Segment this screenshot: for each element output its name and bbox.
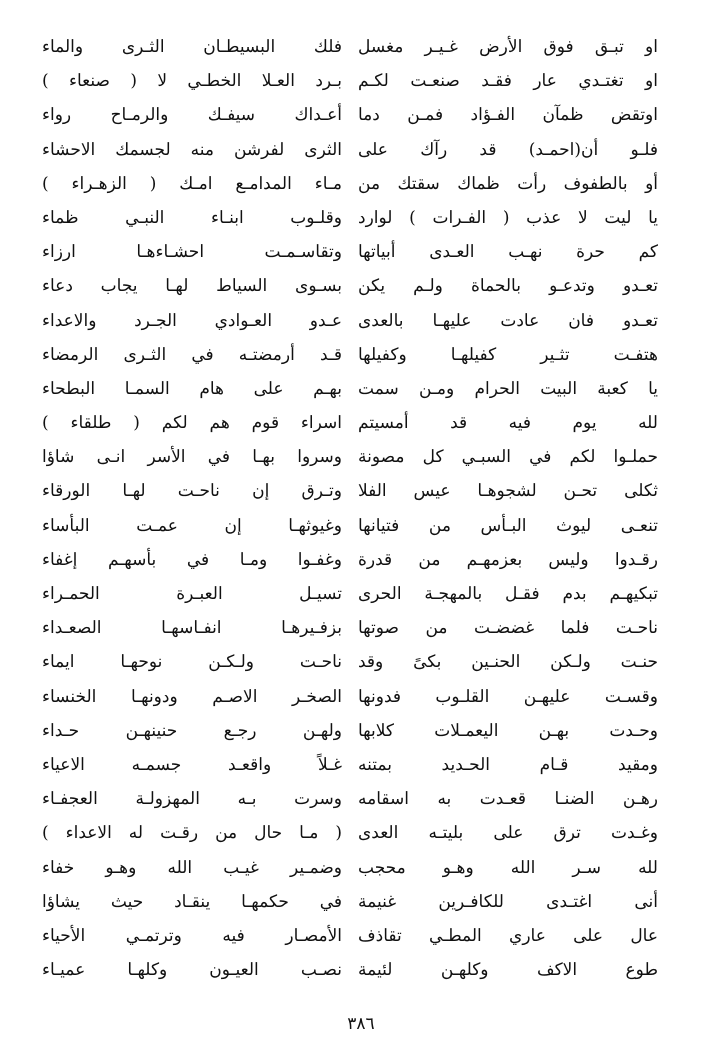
verse-line: كم حرة نهـب العـدى أبياتها xyxy=(358,242,658,263)
verse-line: وقلـوب ابنـاء النبـي ظماء xyxy=(42,207,342,228)
verse-line: وقسـت عليهـن القلـوب فدونها xyxy=(358,686,658,707)
verse-line: رهـن الضنـا قعـدت به اسقامه xyxy=(358,789,658,810)
verse-line: تعـدو وتدعـو بالحماة ولـم يكن xyxy=(358,276,658,297)
verse-line: تسيـل العبـرة الحمـراء xyxy=(42,584,342,604)
verse-line: اسراء قوم هم لكم ( طلقاء ) xyxy=(42,413,342,434)
verse-line: وتـرق إن ناحـت لهـا الورقاء xyxy=(42,481,342,502)
left-verse-column xyxy=(42,30,342,987)
verse-line: تنعـى ليوث البـأس من فتيانها xyxy=(358,515,658,536)
verse-line: قـد أرمضتـه في الثـرى الرمضاء xyxy=(42,344,342,365)
verse-line: طوع الاكف وكلهـن لئيمة xyxy=(358,960,658,981)
verse-line: وحـدت بهـن اليعمـلات كلابها xyxy=(358,720,658,741)
verse-line: نصـب العيـون وكلهـا عميـاء xyxy=(42,960,342,981)
verse-line: مـاء المدامـع امـك ( الزهـراء ) xyxy=(42,173,342,194)
verse-line: ( مـا حال من رقـت له الاعداء ) xyxy=(42,823,342,844)
verse-line: حملـوا لكم في السبـي كل مصونة xyxy=(358,447,658,468)
verse-line: في حكمهـا ينقـاد حيث يشاؤا xyxy=(42,891,342,912)
verse-line: عـدو العـوادي الجـرد والاعداء xyxy=(42,310,342,331)
verse-line: يا كعبة البيت الحرام ومـن سمت xyxy=(358,378,658,399)
verse-line: أعـداك سيفـك والرمـاح رواء xyxy=(42,105,342,126)
verse-line: الثرى لفرشن منه لجسمك الاحشاء xyxy=(42,139,342,160)
verse-line: ناحـت ولـكـن نوحهـا ايماء xyxy=(42,652,342,673)
verse-line: حنـت ولـكن الحنـين بكىً وقد xyxy=(358,652,658,673)
verse-line: ومقيد قـام الحـديد بمتنه xyxy=(358,754,658,775)
verse-line: هتفـت تثـير كفيلهـا وكفيلها xyxy=(358,344,658,365)
verse-line: وسرت بـه المهزولـة العجفـاء xyxy=(42,789,342,810)
verse-line: لله سـر الله وهـو محجب xyxy=(358,857,658,878)
verse-line: الصخـر الاصـم ودونهـا الخنساء xyxy=(42,686,342,707)
verse-line: عال على عاري المطـي تقاذف xyxy=(358,925,658,946)
verse-line: وضمـير غيـب الله وهـو خفاء xyxy=(42,857,342,878)
right-verse-column xyxy=(358,30,658,987)
verse-line: أنى اغتـدى للكافـرين غنيمة xyxy=(358,891,658,912)
verse-line: أو بالطفوف رأت ظماك سقتك من xyxy=(358,173,658,194)
verse-line: وتقاسـمـت احشـاءهـا ارزاء xyxy=(42,242,342,263)
verse-line: بـرد العـلا الخطـي لا ( صنعاء ) xyxy=(42,71,342,92)
verse-line: فلـو أن(احمـد) قد رآك على xyxy=(358,139,658,160)
verse-line: او تغتـدي عار فقـد صنعـت لكـم xyxy=(358,71,658,92)
verse-line: ثكلى تحـن لشجوهـا عيس الفلا xyxy=(358,481,658,502)
verse-line: تبكيهـم بدم فقـل بالمهجـة الحرى xyxy=(358,584,658,604)
verse-line: وغيوثهـا إن عمـت البأساء xyxy=(42,515,342,536)
verse-line: يا ليت لا عذب ( الفـرات ) لوارد xyxy=(358,207,658,228)
verse-line: ولهـن رجـع حنينهـن حـداء xyxy=(42,720,342,741)
verse-line: بهـم على هام السمـا البطحاء xyxy=(42,378,342,399)
verse-line: غـلاً واقعـد جسمـه الاعياء xyxy=(42,754,342,775)
verse-line: بسـوى السياط لهـا يجاب دعاء xyxy=(42,276,342,297)
verse-line: الأمصـار فيه وترتمـي الأحياء xyxy=(42,925,342,946)
verse-line: رقـدوا وليس بعزمهـم من قدرة xyxy=(358,549,658,570)
verse-line: لله يوم فيه قد أمسيتم xyxy=(358,413,658,434)
verse-line: اوتقض ظمآن الفـؤاد فمـن دما xyxy=(358,105,658,126)
verse-line: وغفـوا ومـا في بأسهـم إغفاء xyxy=(42,549,342,570)
verse-line: او تبـق فوق الأرض غـيـر مغسل xyxy=(358,37,658,57)
verse-line: بزفـيرهـا انفـاسهـا الصعـداء xyxy=(42,618,342,639)
verse-line: فلك البسيطـان الثـرى والماء xyxy=(42,37,342,57)
verse-line: تعـدو فان عادت عليهـا بالعدى xyxy=(358,310,658,331)
verse-line: ناحـت فلما غضضـت من صوتها xyxy=(358,618,658,639)
verse-line: وسروا بهـا في الأسر انـى شاؤا xyxy=(42,447,342,468)
verse-line: وغـدت ترق على بليتـه العدى xyxy=(358,823,658,844)
page-number: ٣٨٦ xyxy=(347,1014,375,1034)
